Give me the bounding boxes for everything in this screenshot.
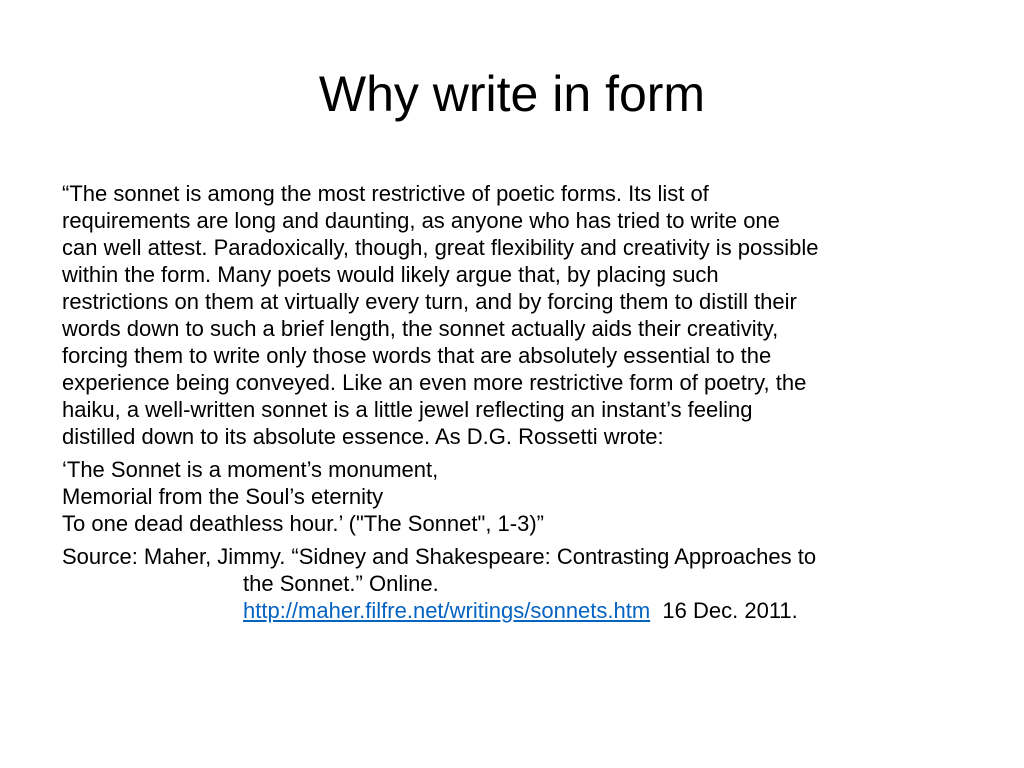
source-link[interactable]: http://maher.filfre.net/writings/sonnets.htm <box>243 598 651 623</box>
quote-line: requirements are long and daunting, as anyone who has tried to write one <box>62 208 780 233</box>
source-line: Source: Maher, Jimmy. “Sidney and Shakespeare: Contrasting Approaches to <box>62 544 817 569</box>
quote-line: restrictions on them at virtually every turn, and by forcing them to distill their <box>62 289 797 314</box>
quote-line: “The sonnet is among the most restrictive of poetic forms. Its list of <box>62 181 709 206</box>
source-date: 16 Dec. 2011. <box>650 598 798 623</box>
quote-line: words down to such a brief length, the sonnet actually aids their creativity, <box>62 316 779 341</box>
source-line: the Sonnet.” Online. <box>243 571 439 596</box>
quote-line: distilled down to its absolute essence. As D.G. Rossetti wrote: <box>62 424 664 449</box>
poem-line: To one dead deathless hour.’ ("The Sonnet", 1-3)” <box>62 511 544 536</box>
quote-line: can well attest. Paradoxically, though, great flexibility and creativity is possible <box>62 235 819 260</box>
slide-body <box>62 180 962 630</box>
slide-title: Why write in form <box>318 66 706 122</box>
source-link-line <box>62 597 962 624</box>
quote-line: forcing them to write only those words that are absolutely essential to the <box>62 343 772 368</box>
quote-line: within the form. Many poets would likely argue that, by placing such <box>62 262 719 287</box>
source-citation <box>62 543 962 624</box>
poem-paragraph <box>62 456 962 537</box>
poem-line: Memorial from the Soul’s eternity <box>62 484 384 509</box>
quote-line: haiku, a well-written sonnet is a little jewel reflecting an instant’s feeling <box>62 397 753 422</box>
quote-line: experience being conveyed. Like an even more restrictive form of poetry, the <box>62 370 807 395</box>
poem-line: ‘The Sonnet is a moment’s monument, <box>62 457 439 482</box>
quote-paragraph <box>62 180 962 450</box>
